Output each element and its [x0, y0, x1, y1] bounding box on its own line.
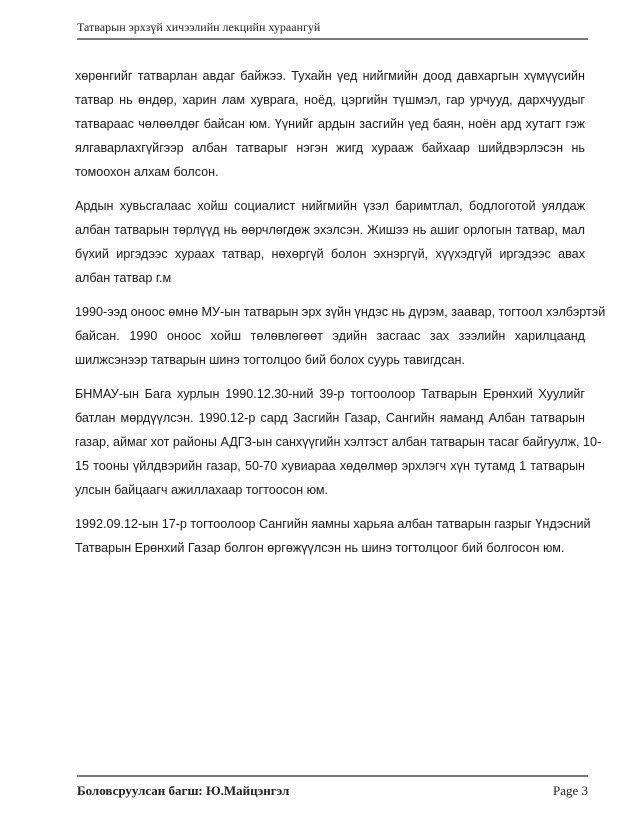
page-header: [77, 19, 588, 40]
text-line: албан татварын төрлүүд нь өөрчлөгдөж эхэлсэн. Жишээ нь ашиг орлогын татвар, мал: [75, 223, 585, 237]
text-line: шилжсэнээр татварын шинэ тогтолцоо бий болох суурь тавигдсан.: [75, 353, 465, 367]
paragraph: [75, 512, 591, 560]
text-line: газар, аймаг хот районы АДГЗ-ын санхүүгийн хэлтэст албан татварын тасаг байгуулж, 10-: [75, 435, 602, 449]
header-divider: [77, 38, 588, 40]
footer-divider: [77, 775, 588, 777]
paragraph: [75, 382, 602, 502]
text-line: 1990-ээд оноос өмнө МУ-ын татварын эрх зүйн үндэс нь дүрэм, заавар, тогтоол хэлбэртэй: [75, 305, 606, 319]
footer-row: [77, 783, 588, 799]
footer-author: Боловсруулсан багш: Ю.Майцэнгэл: [77, 783, 290, 798]
text-line: 1992.09.12-ын 17-р тогтоолоор Сангийн яамны харьяа албан татварын газрыг Үндэсний: [75, 517, 591, 531]
text-line: ялгаварлахгүйгээр албан татварыг нэгэн жигд хурааж байхаар шийдвэрлэсэн нь: [75, 141, 585, 155]
text-line: албан татвар г.м: [75, 271, 172, 285]
paragraph: [75, 194, 585, 290]
text-line: татвар нь өндөр, харин лам хуврага, ноёд, цэргийн түшмэл, гар урчууд, дархчуудыг: [75, 93, 585, 107]
text-line: байсан. 1990 оноос хойш төлөвлөгөөт эдийн засгаас зах зээлийн харилцаанд: [75, 329, 585, 343]
page-number: Page 3: [552, 783, 588, 798]
text-line: бүхий иргэдээс хураах татвар, нөхөргүй болон эхнэргүй, хүүхэдгүй иргэдээс авах: [75, 247, 585, 261]
body-text: [75, 64, 606, 570]
paragraph: [75, 300, 606, 372]
text-line: БНМАУ-ын Бага хурлын 1990.12.30-ний 39-р тогтоолоор Татварын Ерөнхий Хуулийг: [75, 387, 585, 401]
text-line: хөрөнгийг татварлан авдаг байжээ. Тухайн үед нийгмийн доод давхаргын хүмүүсийн: [75, 69, 585, 83]
paragraph: [75, 64, 585, 184]
text-line: батлан мөрдүүлсэн. 1990.12-р сард Засгийн Газар, Сангийн яаманд Албан татварын: [75, 411, 585, 425]
text-line: Татварын Ерөнхий Газар болгон өргөжүүлсэн нь шинэ тогтолцоог бий болгосон юм.: [75, 541, 565, 555]
text-line: 15 тооны үйлдвэрийн газар, 50-70 хувиараа хөдөлмөр эрхлэгч хүн тутамд 1 татварын: [75, 459, 585, 473]
text-line: татвараас чөлөөлдөг байсан юм. Үүнийг ардын засгийн үед баян, ноён ард хутагт гэж: [75, 117, 585, 131]
text-line: томоохон алхам болсон.: [75, 165, 219, 179]
text-line: улсын байцаагч ажиллахаар тогтоосон юм.: [75, 483, 329, 497]
text-line: Ардын хувьсгалаас хойш социалист нийгмийн үзэл баримтлал, бодлоготой уялдаж: [75, 199, 585, 213]
header-title: Татварын эрхзүй хичээлийн лекцийн хураангуй: [77, 20, 321, 34]
page-footer: [77, 775, 588, 799]
